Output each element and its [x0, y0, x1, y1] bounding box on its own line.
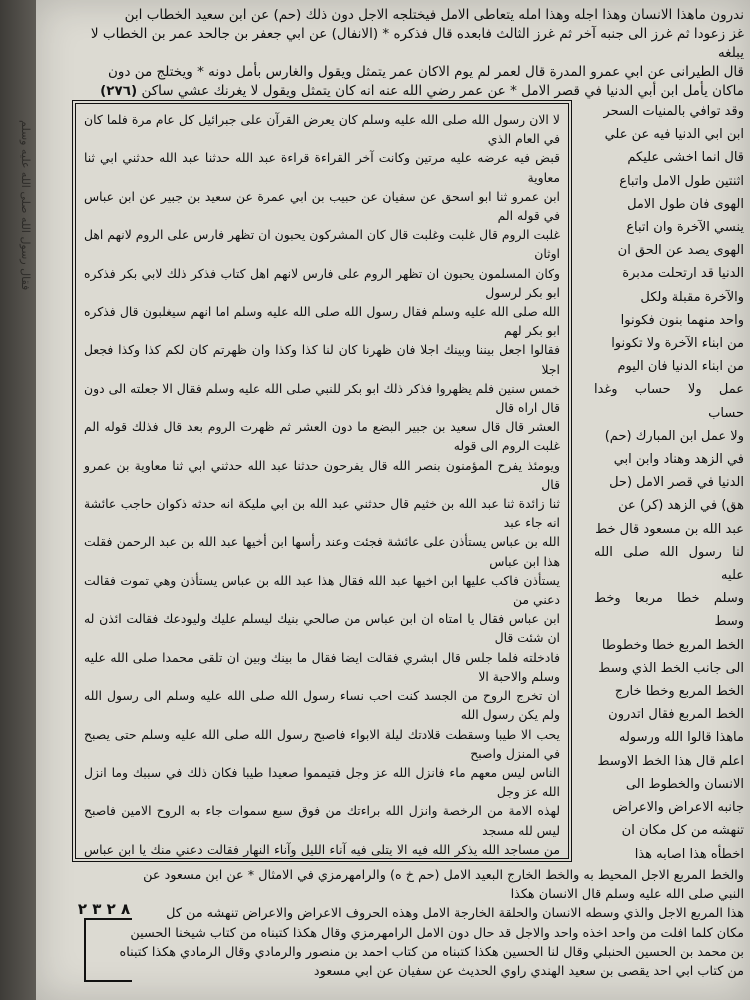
side-text-line: ولا عمل ابن المبارك (حم)	[604, 428, 744, 444]
side-text-line: قال انما اخشى عليكم	[627, 150, 744, 166]
side-text-line: الانسان والخطوط الى	[625, 776, 744, 792]
main-text-line: ان تخرج الروح من الجسد كنت احب نساء رسول الله صلى الله عليه وسلم الى رسول الله ولم يكن رسول الله	[84, 688, 560, 723]
page-number: (٢٧٦)	[100, 83, 138, 99]
side-text-line: ماهذا قالوا الله ورسوله	[618, 730, 744, 746]
main-text-line: يحب الا طيبا وسقطت قلادتك ليلة الابواء فاصبح رسول الله صلى الله عليه وسلم حتى يصبح في المنزل واصبح	[84, 726, 560, 761]
bottom-text-line: من كتاب ابي احد يقصى بن سعيد الهندي راوي الحديث عن سفيان عن ابي مسعود	[313, 964, 744, 980]
side-text-line: الهوى يصد عن الحق ان	[617, 243, 744, 259]
bottom-text-line: هذا المربع الاجل والذي وسطه الانسان والحلقة الخارجة الامل وهذه الحروف الاعراض والاعراض تنهشه من كل	[166, 906, 744, 922]
main-text-line: العشر قال قال سعيد بن جبير البضع ما دون العشر ثم ظهرت الروم بعد قال فذلك قوله الم غلبت الروم الى قوله	[84, 419, 560, 454]
main-text-line: فادخلته فلما جلس قال ابشري فقالت ايضا فقال ما بينك وبين ان تلقى محمدا صلى الله عليه وسلم والاحبة الا	[84, 649, 560, 684]
main-text-line: من مساجد الله يذكر الله فيه الا يتلى فيه آناء الليل وآناء النهار فقالت دعني منك يا ابن عباس	[84, 841, 560, 857]
main-text-line: الله بن عباس يستأذن على عائشة فجئت وعند رأسها ابن أخيها عبد الله بن عبد الرحمن فقلت هذا ابن عباس	[84, 534, 560, 569]
side-text-line: وقد توافي بالمنيات السحر	[603, 104, 744, 119]
main-text-line: خمس سنين فلم يظهروا فذكر ذلك ابو بكر للنبي صلى الله عليه وسلم فقال الا جعلته الى دون قال اراه قال	[84, 380, 560, 416]
header-line: غز زعودا ثم غرز الى جنبه آخر ثم غرز الثالث فابعده قال فذكره * (الانفال) عن ابي جعفر بن جالحد عمر بن الخطاب لا يبلغه	[90, 26, 744, 61]
bottom-text-line: والخط المربع الاجل المحيط به والخط الخارج البعيد الامل (حم خ ه) والرامهرمزي في الامثال * عن ابن مسعود عن	[143, 868, 744, 883]
header-line: ندرون ماهذا الانسان وهذا اجله وهذا امله يتعاطى الامل فيختلجه الاجل دون ذلك (حم) عن ابن سعيد الخطاب ابن	[124, 7, 744, 23]
bottom-text-line: مكان كلما افلت من واحد اخذه واحد والاجل قد حال دون الامل الرامهرمزي وقال هكذا كتبناه من كتاب شيخنا الحسين	[130, 925, 744, 941]
bottom-text-line: النبي صلى الله عليه وسلم قال الانسان هكذا	[510, 887, 744, 903]
header-line	[72, 82, 744, 101]
side-text-line: الدنيا قد ارتحلت مدبرة	[622, 266, 744, 282]
side-text-line: والآخرة مقبلة ولكل	[640, 289, 744, 305]
header-line: قال الطيرانى عن ابي عمرو المدرة قال لعمر لم يوم الاكان عمر يتمثل ويقول والغارس بأمل دونه * ويختلج من دون	[108, 64, 744, 80]
side-text-line: ابن ابي الدنيا فيه عن علي	[604, 127, 744, 143]
side-text-line: من ابناء الآخرة ولا تكونوا	[611, 336, 744, 352]
side-text-line: واحد منهما بنون فكونوا	[620, 312, 744, 328]
main-text-frame	[72, 100, 572, 862]
side-text-line: لنا رسول الله صلى الله عليه	[594, 544, 744, 584]
binding-edge	[0, 0, 36, 1000]
main-text-line: قبض فيه عرضه عليه مرتين وكانت آخر القراءة قراءة عبد الله حدثنا عبد الله حدثني ابي ثنا معاوية	[84, 150, 560, 185]
opposite-page-text: فقال رسول الله صلى الله عليه وسلم	[19, 120, 32, 291]
side-text-line: الدنيا في قصر الامل (حل	[609, 475, 744, 491]
main-text-line: ويومئذ يفرح المؤمنون بنصر الله قال يفرحون حدثنا عبد الله حدثني ابي ثنا معاوية بن عمرو قال	[84, 457, 560, 492]
side-text-line: اخطأه هذا اصابه هذا	[634, 846, 744, 862]
main-text-line: غلبت الروم قال غلبت وغلبت قال كان المشركون يحبون ان تظهر فارس على الروم لانهم اهل اوثان	[84, 227, 560, 262]
side-text-line: عبد الله بن مسعود قال خط	[595, 521, 744, 537]
side-text-line: في الزهد وهناد وابن ابي	[613, 452, 744, 468]
line-diagram	[84, 918, 132, 982]
main-text-line: الله صلى الله عليه وسلم فقال رسول الله صلى الله عليه وسلم اما انهم سيغلبون قال فذكره ابو بكر لهم	[84, 304, 560, 339]
main-text-line: يستأذن فاكب عليها ابن اخيها عبد الله فقال هذا عبد الله بن عباس يستأذن وهي تموت فقالت دعني من	[84, 572, 560, 608]
side-text-line: اثنتين طول الامل واتباع	[619, 173, 744, 189]
main-text-line: ابن عباس فقال يا امتاه ان ابن عباس من صالحي بنيك ليسلم عليك وليودعك فقالت ائذن له ان شئت قال	[84, 611, 560, 646]
main-text-line: لا الان رسول الله صلى الله عليه وسلم كان يعرض القرآن على جبرائيل كل عام مرة فلما كان في العام الذي	[84, 112, 560, 147]
side-text-line: هق) في الزهد (كر) عن	[618, 498, 744, 514]
main-text-line: فقالوا اجعل بيننا وبينك اجلا فان ظهرنا كان لنا كذا وكذا وان ظهرتم كان لكم كذا وكذا فجعل اجلا	[84, 342, 560, 377]
figure-label: ٨ ٢ ٣ ٢	[77, 900, 131, 918]
header-line-text: ماكان يأمل ابن أبي الدنيا في قصر الامل * عن عمر رضي الله عنه انه كان يتمثل ويقول لا يغرنك عشي ساكن	[141, 83, 744, 99]
side-text-line: من ابناء الدنيا فان اليوم	[617, 359, 744, 375]
side-text-line: اعلم قال هذا الخط الاوسط	[597, 753, 744, 769]
side-text-line: الهوى فان طول الامل	[627, 196, 744, 212]
header-text	[72, 6, 744, 101]
side-text-line: الخط المربع خطا وخطوطا	[601, 637, 744, 653]
side-text-line: ينسي الآخرة وان اتباع	[626, 220, 744, 236]
book-page	[36, 0, 750, 1000]
side-text-line: الخط المربع وخطا خارج	[614, 684, 744, 700]
bottom-text-line: بن محمد بن الحسين الحنبلي وقال لنا الحسين هكذا كتبناه من كتاب احمد بن منصور والرمادي وقال الرمادي هكذا كتبناه	[119, 944, 744, 960]
side-text-line: جانبه الاعراض والاعراض	[612, 800, 744, 816]
side-text-line: الى جانب الخط الذي وسط	[598, 660, 744, 676]
main-text-line: وكان المسلمون يحبون ان تظهر الروم على فارس لانهم اهل كتاب فذكر ذلك لابي بكر فذكره ابو بكر لرسول	[84, 265, 560, 300]
main-text-line: الناس ليس معهم ماء فانزل الله عز وجل فتيمموا صعيدا طيبا فكان ذلك في سببك وما انزل الله عز وجل	[84, 764, 560, 800]
main-text-line: ابن عمرو ثنا ابو اسحق عن سفيان عن حبيب بن ابي عمرة عن سعيد بن جبير عن ابن عباس في قوله الم	[84, 188, 560, 224]
side-commentary	[594, 100, 744, 866]
bottom-text	[72, 866, 744, 981]
side-text-line: تنهشه من كل مكان ان	[621, 823, 744, 839]
main-text-line: لهذه الامة من الرخصة وانزل الله براءتك من فوق سبع سموات جاء به الروح الامين فاصبح ليس لله مسجد	[84, 803, 560, 838]
side-text-line: الخط المربع فقال اتدرون	[608, 707, 744, 723]
side-text-line: وسلم خطا مربعا وخط وسط	[594, 591, 744, 630]
side-text-line: عمل ولا حساب وغدا حساب	[594, 382, 744, 421]
main-text-line: ثنا زائدة ثنا عبد الله بن خثيم قال حدثني عبد الله بن ابي مليكة انه حدثه ذكوان حاجب عائشة انه جاء عبد	[84, 496, 560, 531]
